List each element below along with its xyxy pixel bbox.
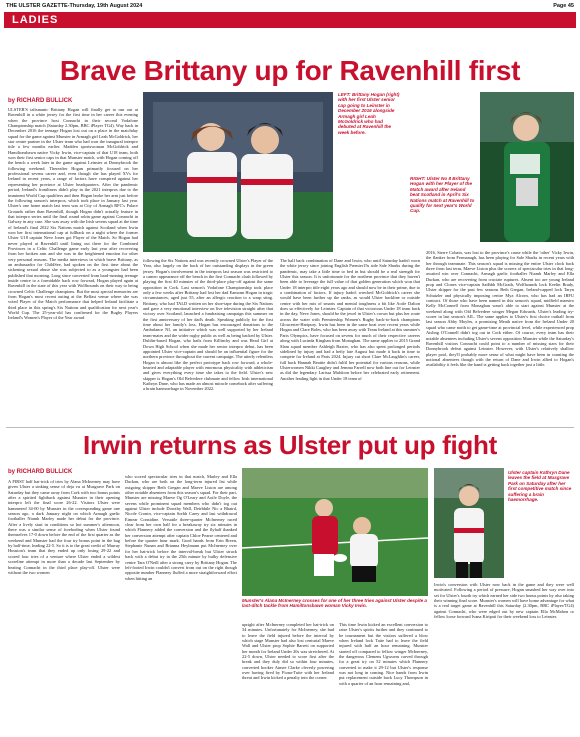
story1-column-4: 2016, Sterre Cobain, was lost to the province's cause while the 'other' Vicky Irwin, the flanker from Fermanagh, has been playing for Sale Sharks in recent years with her through teammate. This season's squad is missing the entire Ulster clock back three from last term, Maeve Liston plus the scorers of spectacular tries in that long-awaited win over Connacht, Armagh gaelic footballer Niamh Marley and Ella Durkan, who are recovering from cruciate ruptures. Absent too are young Ireland prop and Clones vice-captain Sadhbh McGrath, Wolfhounds lock Keelin Brady, Ulster skipper for the past few seasons Beth Gregan, Ireland-capped lock Taryn Schutzler and physically imposing centre Mya Alcorn, who has had an IRFU contract. Of those who have been named in this season's squad, midfield maestro Kelly McConnell from Monaghan wasn't able to start against Munster at the weekend along with Old Belvedere winger Megan Edwards, Ulster's leading try-scorer in last season's AIL. The same applies to Ulster's first choice outhalf from last season Abby Moyles, a promising Meath native from the Ireland Under 20 squad who came north to get game-time at provincial level, while experienced prop Aisling O'Connell didn't tog out in Cork either. Of course, every team has their notable absentees including Ulster's sevens opposition Munster while the Saturday's Ravenhill visitors Connacht could point to a number of missing stars for their Donnybrook defeat against Leinster. However, with Ulster's relatively shallow player pool, they'll probably more sense of what might have been in counting the notional absentees though with the return of Dane and Irwin allied to Hogan's availability it feels like the band is getting back together just a little. bbox=[426, 250, 574, 368]
publication-line: THE ULSTER GAZETTE-Thursday, 19th August 2024 bbox=[6, 3, 143, 9]
story1-left-caption: LEFT: Brittany Hogan (right) with her first Ulster senior cap going to Leinster in December 2016 alongside Armagh girl Leah McGoldrick who had debuted at Ravenhill the week before. bbox=[338, 92, 400, 135]
kathryn-dane-photo bbox=[434, 468, 504, 578]
story1-headline: Brave Brittany up for Ravenhill first bbox=[59, 55, 521, 86]
story2-column-4: This time Irwin kicked an excellent conversion to raise Ulster's spirits further and they continued to be tournament but the visitors suffered a blow when Ireland lock Taite had to leave the field injured with half an hour remaining. Munster started off compared to fellow winger McInerney, the dangerous Clemens Ugwueru carved through for a great try on 52 minutes which Flannery converted to make it 29-12 but Ulster's response was not long in coming. Nice hands from Irwin put replacement outside back Lucy Thompson in with a quarter of an hour remaining and, bbox=[339, 622, 428, 686]
story-divider bbox=[6, 427, 574, 428]
story2-photo-caption: Munster's Alana McInerney crosses for one of her three tries against Ulster despite a last-ditch tackle from Hamiltonsbawn woman Vicky Irwin. bbox=[242, 598, 427, 609]
story1-column-2: following the Six Nations and was recently crowned Ulster's Player of the Year, also largely on the back of her outstanding displays in the green jersey. Hogan's involvement in the interpros last season was restricted to a cameo appearance off the bench in the first Connacht clash followed by playing the first 40 minutes of the third-place play-off against the same opposition in Cork. Last season's Vodafone Championship took place only a few weeks after Brittany had lost her dad Eamonn Hogan in tragic circumstances, aged just 55, after an allergic reaction to a wasp sting. Brittany, who had TALD written on her shoe-tape during the Six Nations and gave a very emotional interview on live television straight after that victory over Scotland, launched a fundraising campaign this summer on the first anniversary of her dad's death. Speaking publicly for the first time about her family's loss, Hogan has encouraged donations to the Ambulance NI, an initiative which was well supported by her Ireland team-mates and the wider rugby public as well as being backed by Ulster. Dublin-based Hogan, who hails from Killinchy and was Head Girl at Down High School when she made her senior interpro debut, has been appointed Ulster vice-captain and should be an influential figure for the northern province throughout the current campaign. The utterly relentless Hogan is almost like the perfect prototype back row forward, a whole-hearted and adaptable player with enormous physicality with athleticism and gives everything every time she takes to the field. Ulster's new skipper is Hogan's Old Belvedere clubmate and fellow Irish international Kathryn Dane, who has made an almost miracle comeback after suffering a brain haemorrhage in November 2022. bbox=[143, 258, 273, 392]
story1-byline: by RICHARD BULLICK bbox=[8, 98, 73, 104]
brittany-hogan-photo-2016 bbox=[143, 92, 333, 252]
page-number: Page 45 bbox=[553, 3, 574, 9]
story2-byline: by RICHARD BULLICK bbox=[8, 469, 73, 475]
story2-column-5: Irwin's conversion with Ulster now back in the game and they were well motivated. Following a period of pressure, Hogan smashed her way over into set for Ulster's fourth try which earned her side two bonus points by also taking their winning final score. Munster's women will have home advantage for what is a real target game at Ravenhill this Saturday (2.30pm, BBC iPlayer/TG4) against Connacht, who were edged out by new captain Ella McMahon or fellow loose forward Ivana Kiripati for their weekend loss to Leinster. bbox=[434, 582, 574, 620]
story1-right-caption: RIGHT: Ulster No 8 Brittany Hogan with her Player of the Match award after Ireland beat Scotland in April's Six Nations match at Ravenhill to qualify for next year's World Cup. bbox=[410, 176, 475, 214]
story2-right-caption: Ulster captain Kathryn Dane leaves the field at Musgrave Park on Saturday after her first competitive match since suffering a brain haemorrhage. bbox=[508, 470, 572, 503]
section-banner: LADIES bbox=[4, 12, 576, 28]
story2-column-2: who scored spectacular tries in that match, Marley and Ella Durkan, who are both on the long-term injured list while outgoing skipper Beth Gregan and Maeve Liston are among other notable absentees from this season's squad. For their part, Munster are missing Maeve Og O'Leary and Aoife Doyle, the sevens while prominent squad members who didn't tog out against Ulster include Dorothy Wall, Deirbhile Nic a Bhaird, Nicole Cronin, vice-captain Sorbh Carey and last withdrawal Eimear Considine. Versatile three-quarter McInerney raced clear from her own half for a breakaway try six minutes in which Flannery added the conversion and the flyhalf thanked her conversion attempt after captain Chloe Pearse centered and before the quarter hour mark. Good hands from Erin Breen, Stephanie Nunan and Brianna Heylmann put McInerney over for her hat-trick before the interval-break but Ulster struck back with a debut try in the 25th minute by bulky defensive centre Tara O'Neill after a strong carry by Brittany Hogan. The left-footed Irwin couldn't convert from out on the right though opposite number Flannery fluffed a more straightforward effort when hitting an bbox=[125, 474, 237, 581]
brittany-hogan-player-of-match-photo bbox=[480, 92, 574, 242]
story2-column-1: A FIRST half hat-trick of tries by Alana McInerney may have given Ulster a sinking sense of deja vu at Musgrave Park on Saturday but they came away from Cork with two bonus points after a spirited fightback against Munster in their opening interpro left the final score 26-22. Visitors Ulster were hammered 34-00 by Munster in the corresponding game one season ago, a dark January night on which Armagh gaelic footballer Niamh Marley made her debut for the province. After a lively start in conditions so hot summer's afternoon, there was a similar sense of foreboding when Ulster found themselves 17-0 down before the end of the first quarter as the weekend and Munster had the four try bonus point in the bag by half-time, leading 22-5. So it is to the great credit of Murray Houston's team that they ended up only losing 29-22 and scored four tries of a venture where Ulster ended a wildest scoreline attempt in more than a decade last September by beating Connacht in the third place play-off. Ulster were without the two women bbox=[8, 479, 120, 575]
alana-mcinerney-try-photo bbox=[242, 468, 428, 596]
story1-column-1: ULSTER'S talismanic Brittany Hogan will finally get to run out at Ravenhill in a white jersey for the first time in her career this evening when the province host Connacht in their second Vodafone Championship match (Saturday 2.30pm, BBC iPlayer TG4). Way back in December 2016 the teenage Hogan lost out on a place in the matchday squad for the game against Munster in Armagh girl Leah McGoldrick, her star centre partner in the Ulster team who had won the inaugural interpro title a few months earlier. Madden sportswoman McGoldrick and Hamiltonsbawn native Vicky Irwin, vice-captain of that U18 team, both won their first senior caps in that Munster match, with Hogan coming off the bench a week later in the game against Leinster at Donnybrook the following weekend. Thereafter Hogan primarily focused on her professional sevens career and, even though she has played XVs for Ireland in recent years, a range of factors have conspired against her representing her province at Ulster headquarters. After the pandemic period, Ireland's frontliners didn't play in the 2021 interpros due to the imminent World Cup qualifiers and then Hogan broke her arm just before the following season's interpros, which took place in January last year. Ulster's one home match last term was at City of Armagh RFC's Palace Grounds rather than Ravenhill, though Hogan didn't actually feature in that interpro series until the final round robin game against Connacht in Galway in any case. She was away with the Irish sevens squad at the time of Ireland's final 2022 Six Nations match against Scotland when Irwin won her first international cap at fullback on a night where the former Ulster U18 captain Neve Jones got Player of the Match. So Hogan had never played at Ravenhill until lining out there for the Combined Provinces in a Celtic Challenge game early last year after recovering from her broken arm and she was in the heightened emotion for other very personal reasons. The media interviews in which brave Brittany, as an ambassador for ChildSee, had spoken on the first time about the sickening sexual abuse she was subjected to as a youngster had been published that morning. Long since converted from hard-running teenage inside centre to a formidable back row forward, Hogan played again at Ravenhill in the state of this year with Wolfhounds on their way to being crowned Celtic Challenge champions. But the most special memories are from Hogan's most recent outing at the Belfast venue where she was voted Player of the Match performance that helped Ireland facilitate a third place in this spring's Six Nations and qualification for next year's World Cup. The 25-year-old has confirmed for the Rugby Players Ireland's Women's Player of the Year award bbox=[8, 107, 138, 321]
story2-headline: Irwin returns as Ulster put up fight bbox=[83, 430, 497, 460]
story1-column-3: The half back combination of Dane and Irwin, who until Saturday hadn't worn the white jersey since joining English Premier15s side Sale Sharks during the pandemic, may take a little time to bed in but should be a real strength for Ulster this season. It is unfortunate for the northern province that they haven't been able to leverage the full value of that golden generation which won that Under 18 interpro title eight years ago and should now be in their prime, due to a combination of factors. If injury hadn't wrecked McGoldrick's career she would have been further up the ranks, as would Ulster backline or outside centre with her mix of smarts and mental toughness a bit like Aoife Dalton does so effectively for Leinster. Captain of that victorious Under 18 team back in the day, Neve Jones, should be the jewel in Ulster's crown but plus her route across the water with Premiership Women's Rugby back-to-back champions Gloucester-Hartpury. Irwin has been in the same boat over recent years while Hogan and Clare Boles, who has been away with Team Ireland at this summer's Paris Olympics, have focused on sevens for much of their respective careers along with Lucinda Kinghan from Monaghan. The same applies to 2015 Grand Slam squad member Ashleigh Baxter, who has also spent prolonged periods sidelined by injury and had a hefty late August but made it back in time to compete for Ireland at Paris 2024. Injury cut short Clare McLaughlin's career, full back Hannah Beattie didn't fulfil her potential for various reasons, while Ulsterwomen Nikki Caughey and Jemma Farrell now both line out for Leinster as did the legendary Larissa Muldoon before her celebrated early retirement. Another leading light in that Under 18 team of bbox=[280, 258, 420, 381]
story2-column-3: upright after McInerney completed her hat-trick on 34 minutes. Unfortunately for McInerney, she had to leave the field injured before the interval by which stage Munster had also lost centurial Maeve Wall and Ulster prop Sophie Barrett on supported her month for Ireland Under 20s was stretchered. At 22-5 down, Ulster needed to score first after the break and they duly did so within four minutes, converted hooker Aimee Clarke cleverly powering over having fired by Fiona-Tuite with her Ireland threat and Irwin kicked a penalty into the corner. bbox=[242, 622, 334, 681]
